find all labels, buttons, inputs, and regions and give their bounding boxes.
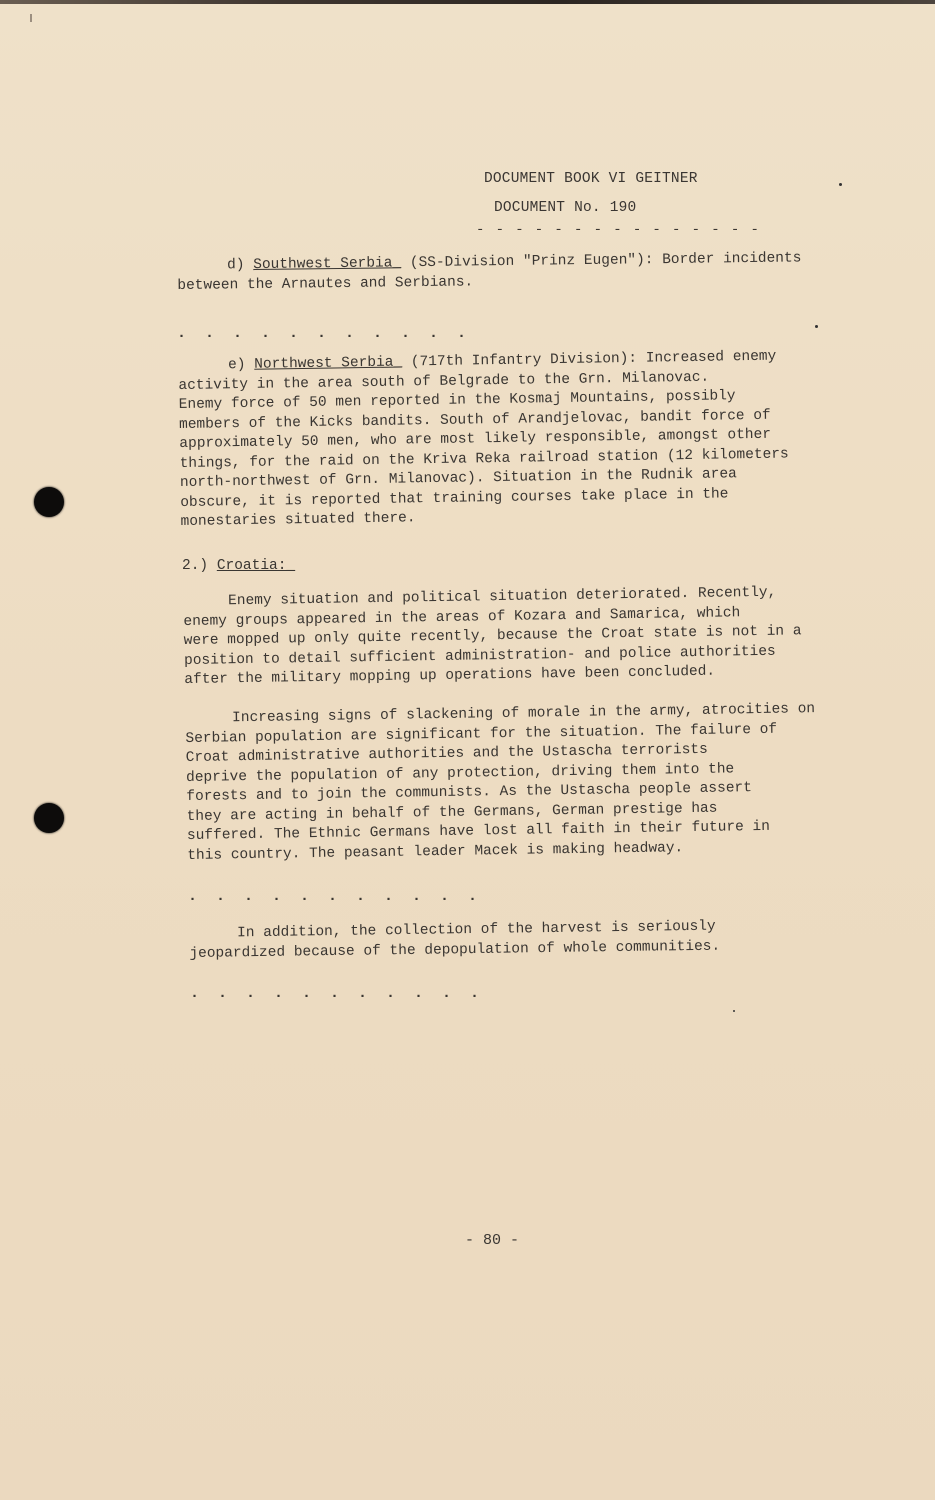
section-2-label: 2.): [182, 558, 217, 574]
section-e: [178, 347, 790, 532]
section-e-text: (717th Infantry Division): Increased enemy activity in the area south of Belgrade to the Grn. Milanovac. Enemy force of 50 men reported in the Kosmaj Mountains, possibly members of the Kicks bandits. South of Arandjelovac, bandit force of approximately 50 men, who are most likely responsible, amongst other things, for the raid on the Kriva Reka railroad station (12 kilometers north-northwest of Grn. Milanovac). Situation in the Rudnik area obscure, it is reported that training courses take place in the monestaries situated there.: [178, 348, 789, 530]
page-number: - 80 -: [465, 1232, 520, 1249]
header-line-1: DOCUMENT BOOK VI GEITNER: [484, 171, 698, 187]
section-2-title: [182, 557, 295, 577]
croatia-para-2-text: Increasing signs of slackening of morale in the army, atrocities on Serbian population are significant for the situation. The failure of Croat administrative authorities and the Ustascha terrorists deprive the population of any protection, driving them into the forests and to join the communists. As the Ustascha people assert they are acting in behalf of the Germans, German prestige has suffered. The Ethnic Germans have lost all faith in their future in this country. The peasant leader Macek is making headway.: [185, 701, 816, 864]
section-e-heading: Northwest Serbia_: [254, 354, 403, 373]
croatia-para-2: [185, 700, 817, 866]
croatia-para-1: [183, 583, 802, 690]
closing-text: In addition, the collection of the harvest is seriously jeopardized because of the depopulation of whole communities.: [189, 918, 721, 962]
croatia-para-1-text: Enemy situation and political situation deteriorated. Recently, enemy groups appeared in the areas of Kozara and Samarica, which were mopped up only quite recently, because the Croat state is not in a position to detail sufficient administration- and police authorities after the military mopping up operations have been concluded.: [183, 584, 802, 688]
section-d-heading: Southwest Serbia_: [253, 255, 402, 274]
header-line-2: DOCUMENT No. 190: [494, 200, 637, 216]
binder-hole-bottom: [34, 803, 64, 833]
section-d-label: d): [227, 257, 254, 274]
section-e-label: e): [228, 356, 255, 374]
section-d: [177, 249, 802, 296]
ellipsis-2: . . . . . . . . . . .: [188, 888, 483, 905]
corner-mark: [30, 14, 32, 22]
speck: [815, 325, 818, 328]
ellipsis-1: . . . . . . . . . . .: [177, 325, 472, 342]
section-2-heading: Croatia:_: [216, 558, 296, 574]
ellipsis-3: . . . . . . . . . . .: [190, 985, 485, 1002]
binder-hole-top: [34, 487, 64, 517]
closing-para: [189, 918, 720, 964]
header-rule: - - - - - - - - - - - - - - -: [476, 222, 761, 238]
speck: [733, 1010, 735, 1012]
section-d-text: (SS-Division "Prinz Eugen"): Border incidents between the Arnautes and Serbians.: [177, 250, 802, 294]
speck: [839, 183, 842, 186]
top-edge: [0, 0, 935, 4]
